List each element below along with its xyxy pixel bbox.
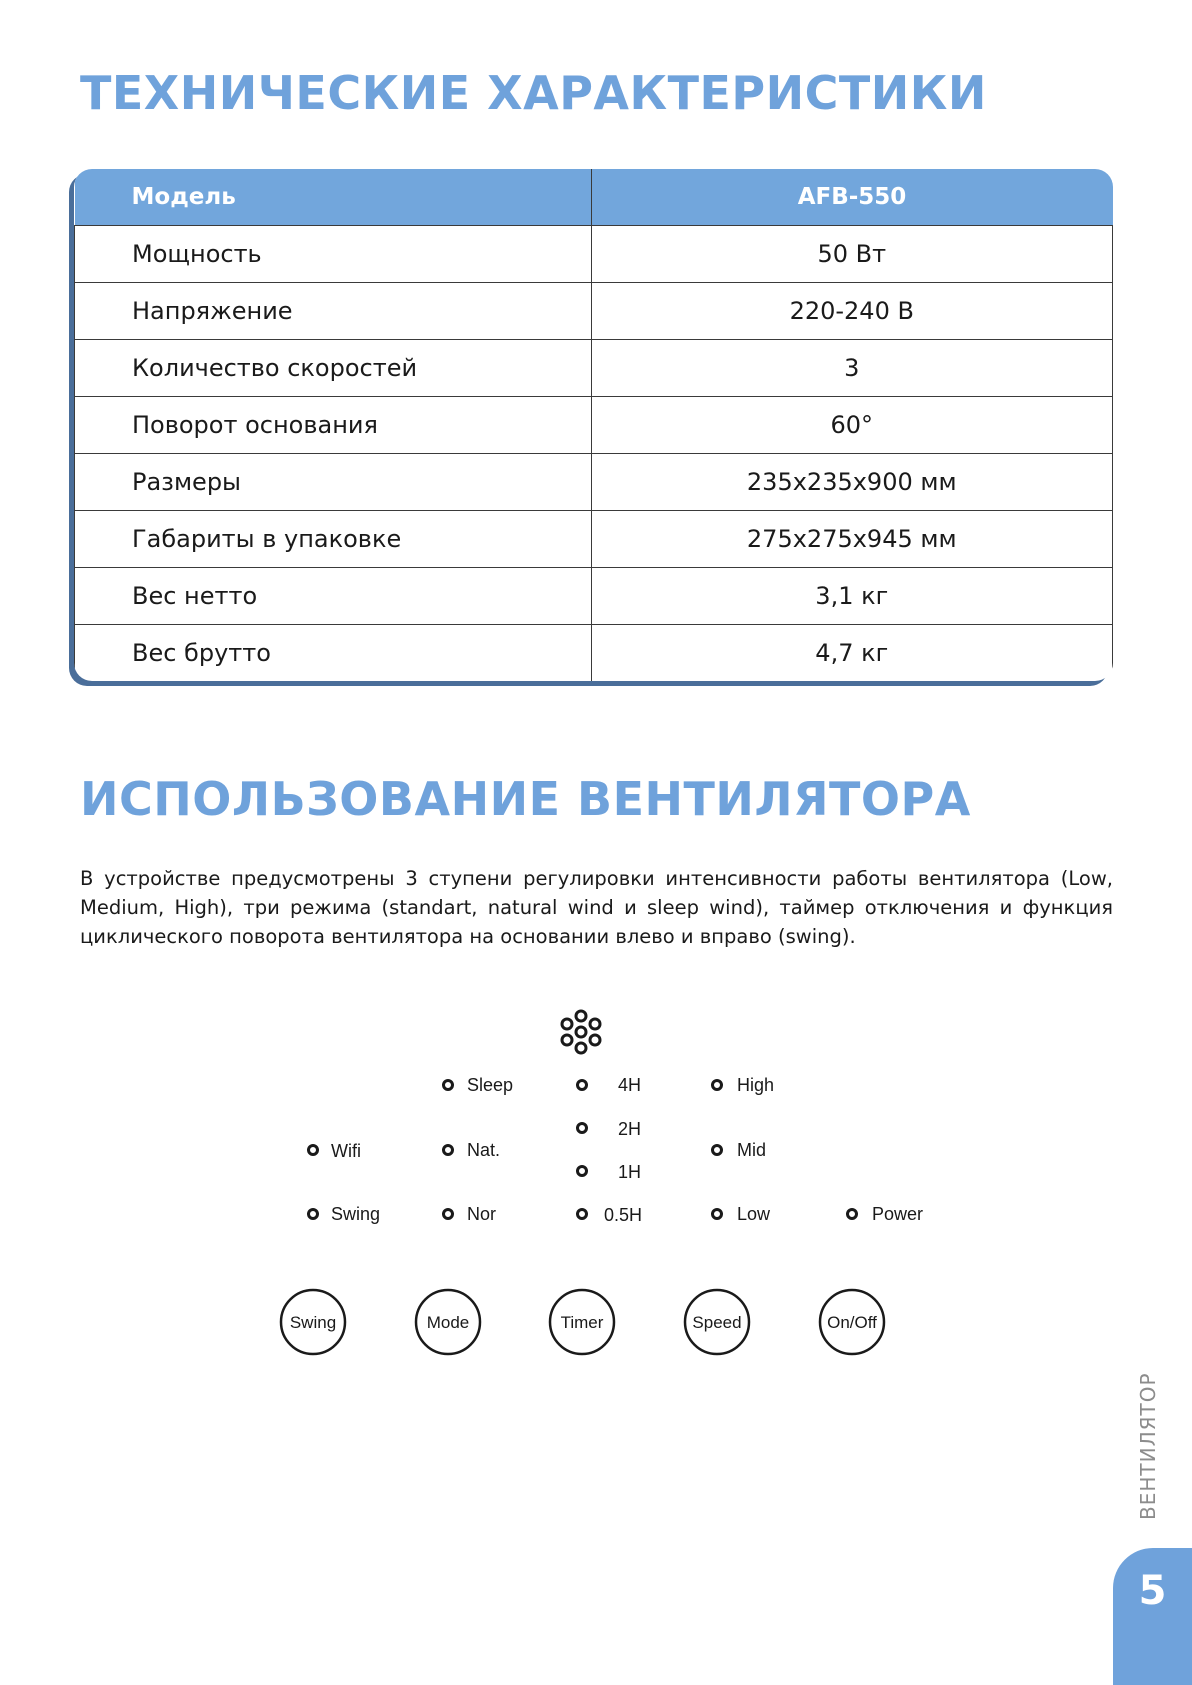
section-side-label: ВЕНТИЛЯТОР bbox=[1136, 1372, 1160, 1520]
indicator-power-label: Power bbox=[872, 1204, 924, 1224]
indicator-dot bbox=[578, 1081, 587, 1090]
row-value: 50 Вт bbox=[591, 226, 1113, 283]
indicator-dot bbox=[309, 1146, 318, 1155]
usage-description: В устройстве предусмотрены 3 ступени регулировки интенсивности работы вентилятора (Low, Medium, High), три режима (standart, natural wind и sleep wind), таймер отключения и функция циклического поворота вентилятора на основании влево и вправо (swing). bbox=[80, 867, 1113, 948]
specs-title: ТЕХНИЧЕСКИЕ ХАРАКТЕРИСТИКИ bbox=[80, 66, 987, 120]
indicator-dot bbox=[444, 1146, 453, 1155]
indicator-swing-label: Swing bbox=[331, 1204, 381, 1224]
row-value: 275х275х945 мм bbox=[591, 511, 1113, 568]
row-label: Количество скоростей bbox=[75, 340, 592, 397]
indicator-dot bbox=[444, 1081, 453, 1090]
indicator-mid-label: Mid bbox=[737, 1140, 767, 1160]
indicator-timer-4h-label: 4H bbox=[618, 1075, 642, 1095]
indicator-dot bbox=[713, 1146, 722, 1155]
page-number: 5 bbox=[1138, 1568, 1167, 1614]
usage-title: ИСПОЛЬЗОВАНИЕ ВЕНТИЛЯТОРА bbox=[80, 772, 971, 826]
on-off-button-label: On/Off bbox=[827, 1313, 877, 1332]
fan-icon bbox=[562, 1011, 600, 1053]
indicator-dot bbox=[578, 1167, 587, 1176]
indicator-timer-1h-label: 1H bbox=[618, 1162, 642, 1182]
row-label: Габариты в упаковке bbox=[75, 511, 592, 568]
row-value: 235х235х900 мм bbox=[591, 454, 1113, 511]
indicator-dot bbox=[309, 1210, 318, 1219]
indicator-dot bbox=[848, 1210, 857, 1219]
indicator-nat-label: Nat. bbox=[467, 1140, 501, 1160]
row-value: 3,1 кг bbox=[591, 568, 1113, 625]
swing-button-label: Swing bbox=[289, 1313, 337, 1332]
indicator-high-label: High bbox=[737, 1075, 775, 1095]
row-value: 220-240 В bbox=[591, 283, 1113, 340]
row-value: 3 bbox=[591, 340, 1113, 397]
indicator-nor-label: Nor bbox=[467, 1204, 497, 1224]
indicator-dot bbox=[713, 1210, 722, 1219]
indicator-timer-05h-label: 0.5H bbox=[604, 1205, 643, 1225]
indicator-wifi-label: Wifi bbox=[331, 1141, 361, 1161]
row-label: Мощность bbox=[75, 226, 592, 283]
row-label: Размеры bbox=[75, 454, 592, 511]
indicator-dot bbox=[578, 1124, 587, 1133]
indicator-sleep-label: Sleep bbox=[467, 1075, 514, 1095]
indicator-dot bbox=[578, 1210, 587, 1219]
row-label: Вес брутто bbox=[75, 625, 592, 682]
timer-button-label: Timer bbox=[560, 1313, 604, 1332]
header-value: AFB-550 bbox=[591, 169, 1113, 226]
indicator-timer-2h-label: 2H bbox=[618, 1119, 642, 1139]
row-value: 4,7 кг bbox=[591, 625, 1113, 682]
indicator-dot bbox=[713, 1081, 722, 1090]
row-label: Напряжение bbox=[75, 283, 592, 340]
row-label: Поворот основания bbox=[75, 397, 592, 454]
row-value: 60° bbox=[591, 397, 1113, 454]
row-label: Вес нетто bbox=[75, 568, 592, 625]
header-label: Модель bbox=[75, 169, 592, 226]
indicator-low-label: Low bbox=[737, 1204, 771, 1224]
mode-button-label: Mode bbox=[426, 1313, 470, 1332]
speed-button-label: Speed bbox=[692, 1313, 742, 1332]
indicator-dot bbox=[444, 1210, 453, 1219]
